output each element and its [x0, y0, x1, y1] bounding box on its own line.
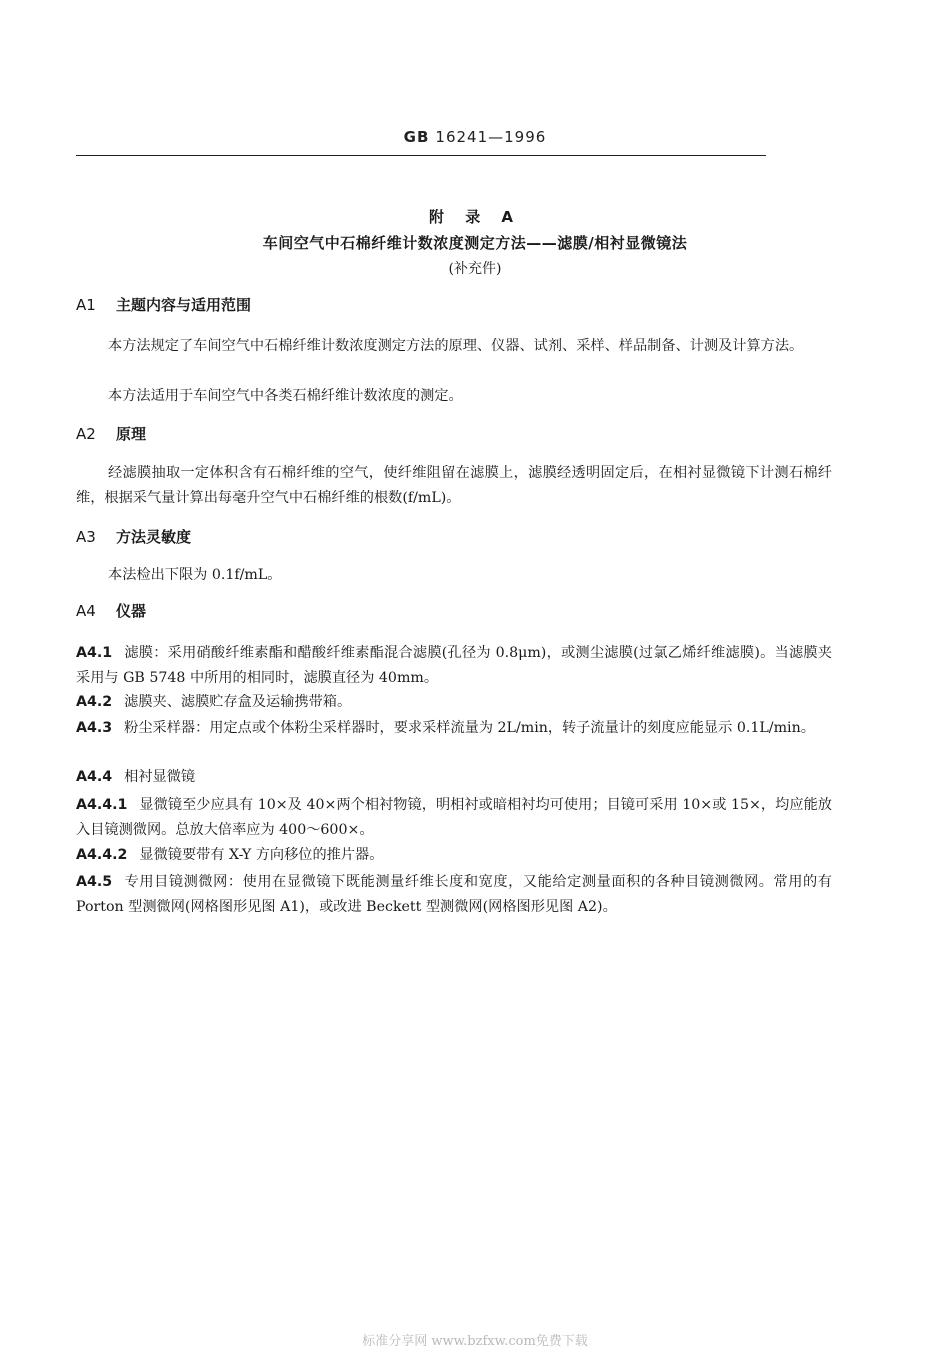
- section-number: A3: [76, 528, 96, 546]
- clause-a4-1: [76, 641, 832, 691]
- clause-number: A4.5: [76, 874, 113, 890]
- clause-number: A4.1: [76, 645, 113, 661]
- standard-code-prefix: GB: [403, 128, 430, 146]
- footer-watermark: 标准分享网 www.bzfxw.com免费下载: [362, 1334, 588, 1349]
- clause-number: A4.4.1: [76, 797, 128, 813]
- section-title: 主题内容与适用范围: [116, 296, 252, 314]
- paragraph-a1-applicability: 本方法适用于车间空气中各类石棉纤维计数浓度的测定。: [108, 388, 463, 404]
- clause-number: A4.4.2: [76, 847, 128, 863]
- clause-text: 粉尘采样器：用定点或个体粉尘采样器时，要求采样流量为 2L/min，转子流量计的刻度应能显示 0.1L/min。: [124, 720, 815, 736]
- section-number: A4: [76, 602, 96, 620]
- clause-text: 显微镜至少应具有 10×及 40×两个相衬物镜，明相衬或暗相衬均可使用；目镜可采用 10×或 15×，均应能放入目镜测微网。总放大倍率应为 400～600×。: [76, 797, 832, 838]
- clause-text: 相衬显微镜: [124, 769, 196, 785]
- clause-a4-4-1: [76, 793, 832, 843]
- clause-text: 滤膜：采用硝酸纤维素酯和醋酸纤维素酯混合滤膜(孔径为 0.8μm)，或测尘滤膜(过氯乙烯纤维滤膜)。当滤膜夹采用与 GB 5748 中所用的相同时，滤膜直径为 40mm。: [76, 645, 832, 686]
- clause-a4-5: [76, 870, 832, 920]
- clause-a4-2: [76, 690, 832, 715]
- clause-number: A4.3: [76, 720, 113, 736]
- section-heading-a2: [76, 423, 146, 444]
- clause-number: A4.2: [76, 694, 113, 710]
- section-title: 方法灵敏度: [116, 528, 192, 546]
- section-heading-a3: [76, 526, 191, 547]
- section-title: 仪器: [116, 602, 147, 620]
- clause-a4-4: [76, 765, 832, 790]
- section-number: A1: [76, 296, 96, 314]
- appendix-label: 附 录 A: [428, 208, 522, 226]
- section-heading-a4: [76, 600, 146, 621]
- appendix-note: (补充件): [448, 261, 502, 277]
- paragraph-a1-scope: 本方法规定了车间空气中石棉纤维计数浓度测定方法的原理、仪器、试剂、采样、样品制备、计测及计算方法。: [108, 338, 804, 354]
- section-title: 原理: [116, 425, 147, 443]
- section-number: A2: [76, 425, 96, 443]
- standard-code-number: 16241—1996: [435, 128, 547, 146]
- clause-a4-4-2: [76, 843, 832, 868]
- appendix-title: 车间空气中石棉纤维计数浓度测定方法——滤膜/相衬显微镜法: [262, 234, 688, 252]
- header-divider: [76, 155, 766, 156]
- clause-text: 显微镜要带有 X-Y 方向移位的推片器。: [139, 847, 384, 863]
- clause-text: 滤膜夹、滤膜贮存盒及运输携带箱。: [124, 694, 352, 710]
- paragraph-a2-principle: 经滤膜抽取一定体积含有石棉纤维的空气，使纤维阻留在滤膜上，滤膜经透明固定后，在相衬显微镜下计测石棉纤维，根据采气量计算出每毫升空气中石棉纤维的根数(f/mL)。: [76, 465, 832, 506]
- section-heading-a1: [76, 294, 251, 315]
- paragraph-a3-sensitivity: 本法检出下限为 0.1f/mL。: [108, 567, 282, 583]
- clause-text: 专用目镜测微网：使用在显微镜下既能测量纤维长度和宽度，又能给定测量面积的各种目镜测微网。常用的有 Porton 型测微网(网格图形见图 A1)，或改进 Beckett 型测微网(网格图形见图 A2)。: [76, 874, 832, 915]
- clause-number: A4.4: [76, 769, 113, 785]
- standard-code: [0, 128, 950, 146]
- clause-a4-3: [76, 716, 832, 741]
